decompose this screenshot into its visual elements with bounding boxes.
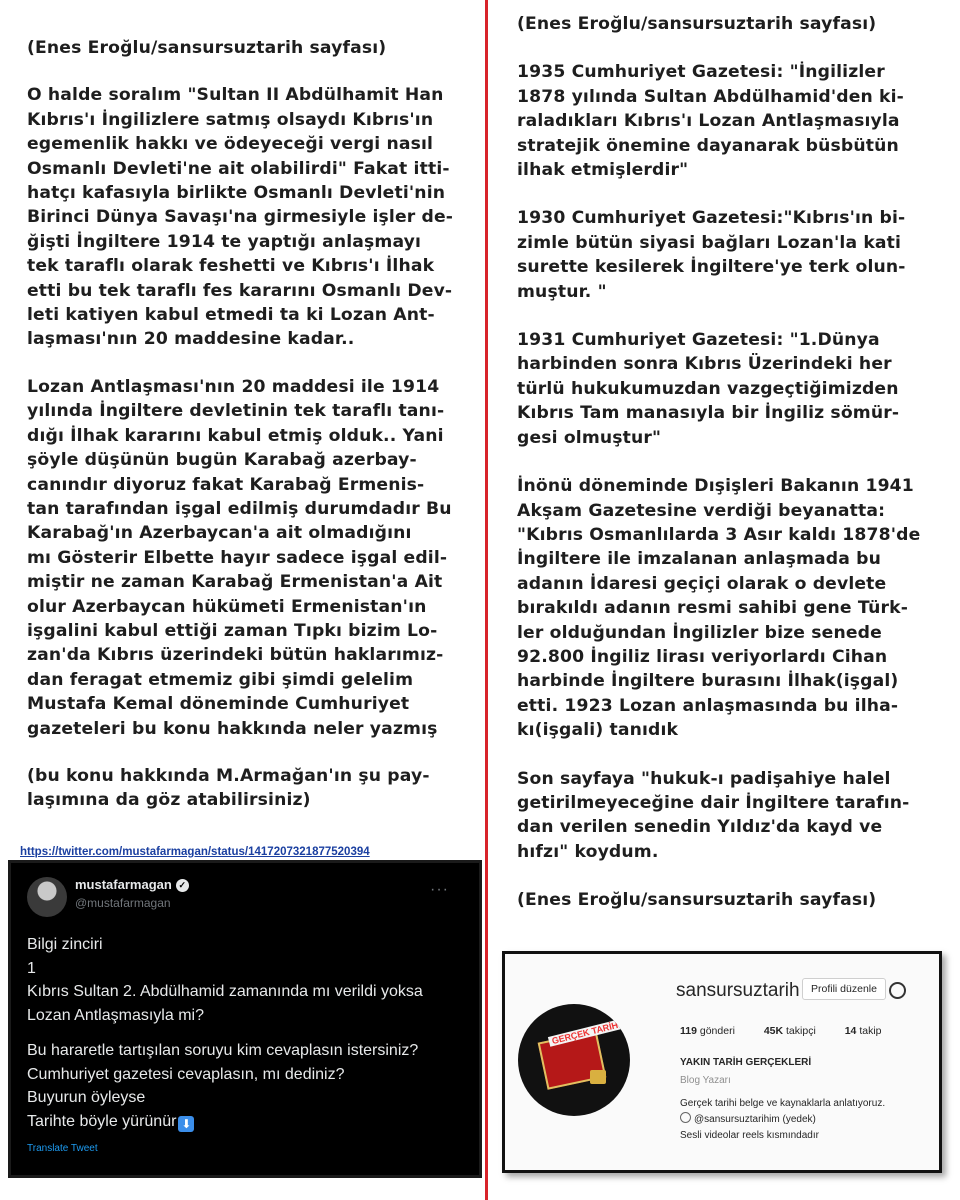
text-line: ler olduğundan İngilizler bize senede	[517, 622, 882, 643]
tweet-line-last	[27, 1110, 467, 1134]
right-paragraph-2	[517, 206, 937, 304]
bio-link-line[interactable]	[680, 1112, 885, 1128]
text-line: getirilmeyeceğine dair İngiltere tarafın-	[517, 792, 910, 813]
tweet-line: 1	[27, 959, 36, 977]
translate-tweet-link[interactable]: Translate Tweet	[27, 1143, 98, 1154]
text-line: (bu konu hakkında M.Armağan'ın şu pay-	[27, 765, 430, 786]
tweet-line: Buyurun öyleyse	[27, 1089, 146, 1106]
threads-settings-icon[interactable]	[889, 982, 906, 999]
text-line: Birinci Dünya Savaşı'na girmesiyle işler de-	[27, 207, 454, 228]
tweet-line: Lozan Antlaşmasıyla mi?	[27, 1006, 204, 1024]
text-line: miştir ne zaman Karabağ Ermenistan'a Ait	[27, 572, 443, 593]
text-line: Lozan Antlaşması'nın 20 maddesi ile 1914	[27, 376, 440, 397]
text-line: canındır diyoruz fakat Karabağ Ermenis-	[27, 474, 425, 495]
threads-icon	[680, 1112, 691, 1123]
text-line: surette kesilerek İngiltere'ye terk olun-	[517, 257, 906, 278]
text-line: 1930 Cumhuriyet Gazetesi:"Kıbrıs'ın bi-	[517, 208, 906, 229]
tweet-display-name-text: mustafarmagan	[75, 877, 172, 892]
text-line: 1931 Cumhuriyet Gazetesi: "1.Dünya	[517, 330, 880, 351]
text-line: Karabağ'ın Azerbaycan'a ait olmadığını	[27, 523, 412, 544]
text-line: tek taraflı olarak feshetti ve Kıbrıs'ı İlhak	[27, 256, 435, 277]
text-line: 1935 Cumhuriyet Gazetesi: "İngilizler	[517, 62, 885, 83]
following-stat[interactable]: 14 takip	[844, 1025, 882, 1037]
verified-badge-icon: ✓	[176, 879, 189, 892]
tweet-line: Bu hararetle tartışılan soruyu kim cevaplasın istersiniz?	[27, 1042, 419, 1059]
text-line: leti katiyen kabul etmedi ta ki Lozan Ant-	[27, 305, 435, 326]
text-line: harbinde İngiltere burasını İlhak(işgal)	[517, 671, 899, 692]
bio-link-text: @sansursuztarihim (yedek)	[694, 1114, 816, 1125]
text-line: "Kıbrıs Osmanlılarda 3 Asır kaldı 1878'de	[517, 524, 921, 545]
tweet-line: Cumhuriyet gazetesi cevaplasın, mı dediniz?	[27, 1065, 345, 1083]
text-line: zan'da Kıbrıs üzerindeki bütün haklarımız-	[27, 645, 444, 666]
edit-profile-button[interactable]: Profili düzenle	[802, 978, 886, 1000]
profile-category: Blog Yazarı	[680, 1075, 731, 1086]
red-divider-line	[485, 0, 488, 1200]
text-line: Son sayfaya "hukuk-ı padişahiye halel	[517, 768, 891, 789]
text-line: etti. 1923 Lozan anlaşmasında bu ilha-	[517, 695, 899, 716]
text-line: 1878 yılında Sultan Abdülhamid'den ki-	[517, 86, 904, 107]
right-source-top: (Enes Eroğlu/sansursuztarih sayfası)	[517, 14, 877, 34]
right-paragraph-5	[517, 767, 937, 865]
text-line: harbinden sonra Kıbrıs Üzerindeki her	[517, 354, 892, 375]
text-line: tan tarafından işgal edilmiş durumdadır Bu	[27, 498, 452, 519]
text-line: yılında İngiltere devletinin tek taraflı tanı-	[27, 401, 445, 422]
text-line: dan feragat etmemiz gibi şimdi gelelim	[27, 669, 414, 690]
text-line: Mustafa Kemal döneminde Cumhuriyet	[27, 694, 410, 715]
padlock-icon	[590, 1070, 606, 1084]
right-paragraph-3	[517, 328, 937, 450]
left-paragraph-3	[27, 764, 467, 813]
profile-avatar[interactable]	[518, 1004, 630, 1116]
text-line: ilhak etmişlerdir"	[517, 160, 689, 181]
text-line: şöyle düşünün bugün Karabağ azerbay-	[27, 450, 417, 471]
tweet-line-text: Tarihte böyle yürünür	[27, 1112, 177, 1130]
text-line: raladıkları Kıbrıs'ı Lozan Antlaşmasıyla	[517, 111, 900, 132]
right-paragraph-4	[517, 474, 937, 742]
down-arrow-emoji-icon: ⬇	[178, 1116, 194, 1132]
left-paragraph-2	[27, 375, 467, 741]
text-line: hıfzı" koydum.	[517, 841, 659, 862]
instagram-profile-card	[502, 951, 942, 1173]
text-line: ğişti İngiltere 1914 te yaptığı anlaşmayı	[27, 231, 422, 252]
text-line: 92.800 İngiliz lirası veriyorlardı Cihan	[517, 646, 888, 667]
text-line: etti bu tek taraflı fes kararını Osmanlı Dev-	[27, 280, 453, 301]
tweet-avatar[interactable]	[27, 877, 67, 917]
text-line: Akşam Gazetesine verdiği beyanatta:	[517, 500, 886, 521]
avatar-banner: GERÇEK TARİH	[548, 1019, 622, 1047]
left-source: (Enes Eroğlu/sansursuztarih sayfası)	[27, 38, 387, 58]
left-paragraph-1	[27, 83, 467, 351]
twitter-status-link[interactable]: https://twitter.com/mustafarmagan/status/1417207321877520394	[20, 846, 370, 858]
text-line: olur Azerbaycan hükümeti Ermenistan'ın	[27, 596, 427, 617]
more-horizontal-icon[interactable]: ···	[430, 881, 449, 898]
text-line: laşması'nın 20 maddesine kadar..	[27, 329, 355, 350]
text-line: İnönü döneminde Dışişleri Bakanın 1941	[517, 476, 914, 497]
profile-bio	[680, 1096, 885, 1144]
text-line: dan verilen senedin Yıldız'da kayd ve	[517, 817, 883, 838]
text-line: mı Gösterir Elbette hayır sadece işgal edil-	[27, 547, 448, 568]
tweet-body	[27, 933, 467, 1133]
text-line: bırakıldı adanın resmi sahibi gene Türk-	[517, 598, 908, 619]
text-line: Kıbrıs Tam manasıyla bir İngiliz sömür-	[517, 403, 900, 424]
posts-stat[interactable]: 119 gönderi	[680, 1025, 735, 1037]
tweet-handle[interactable]: @mustafarmagan	[75, 896, 171, 910]
text-line: gesi olmuştur"	[517, 427, 662, 448]
bio-line: Sesli videolar reels kısmındadır	[680, 1130, 819, 1141]
text-line: gazeteleri bu konu hakkında neler yazmış	[27, 718, 438, 739]
text-line: dığı İlhak kararını kabul etmiş olduk.. Yani	[27, 425, 444, 446]
text-line: kı(işgali) tanıdık	[517, 720, 679, 741]
text-line: adanın İdaresi geçiçi olarak o devlete	[517, 573, 887, 594]
text-line: egemenlik hakkı ve ödeyeceği vergi nasıl	[27, 134, 434, 155]
text-line: laşımına da göz atabilirsiniz)	[27, 790, 311, 811]
tweet-line: Kıbrıs Sultan 2. Abdülhamid zamanında mı verildi yoksa	[27, 983, 423, 1000]
text-line: işgalini kabul ettiği zaman Tıpkı bizim Lo-	[27, 620, 438, 641]
profile-full-name: YAKIN TARİH GERÇEKLERİ	[680, 1057, 812, 1068]
tweet-line: Bilgi zinciri	[27, 936, 103, 953]
text-line: İngiltere ile imzalanan anlaşmada bu	[517, 549, 881, 570]
text-line: Osmanlı Devleti'ne ait olabilirdi" Fakat itti-	[27, 158, 450, 179]
text-line: Kıbrıs'ı İngilizlere satmış olsaydı Kıbrıs'ın	[27, 109, 434, 130]
profile-username: sansursuztarih	[676, 980, 800, 1001]
text-line: muştur. "	[517, 281, 607, 302]
tweet-display-name[interactable]	[75, 877, 189, 892]
right-column	[517, 12, 937, 937]
bio-line: Gerçek tarihi belge ve kaynaklarla anlatıyoruz.	[680, 1098, 886, 1109]
text-line: stratejik önemine dayanarak büsbütün	[517, 135, 899, 156]
left-column	[27, 36, 467, 836]
right-paragraph-1	[517, 60, 937, 182]
right-source-bottom: (Enes Eroğlu/sansursuztarih sayfası)	[517, 890, 877, 911]
text-line: zimle bütün siyasi bağları Lozan'la kati	[517, 232, 902, 253]
followers-stat[interactable]: 45K takipçi	[763, 1025, 816, 1037]
profile-stats	[680, 1025, 908, 1037]
text-line: hatçı kafasıyla birlikte Osmanlı Devleti'nin	[27, 183, 446, 204]
tweet-card[interactable]	[8, 860, 482, 1178]
text-line: türlü hukukumuzdan vazgeçtiğimizden	[517, 378, 899, 399]
text-line: O halde soralım "Sultan II Abdülhamit Han	[27, 85, 444, 106]
